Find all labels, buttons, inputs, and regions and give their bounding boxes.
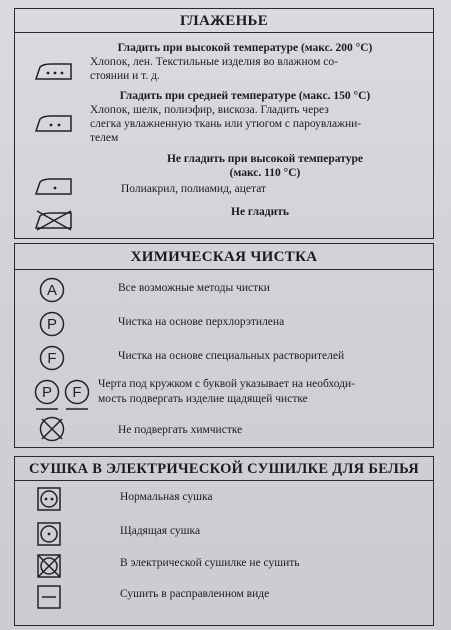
- ironing-high-line-1: Хлопок, лен. Текстильные изделия во влажном со-: [90, 56, 338, 68]
- ironing-low-heading-2: (макс. 110 °С): [229, 167, 301, 179]
- dry-cleaning-gentle-line-1: Черта под кружком с буквой указывает на необходи-: [98, 378, 355, 390]
- ironing-medium-line-3: телем: [90, 132, 119, 144]
- ironing-medium-line-1: Хлопок, шелк, полиэфир, вискоза. Гладить через: [90, 104, 329, 116]
- ironing-low-heading-1: Не гладить при высокой температуре: [166, 153, 364, 165]
- dry-cleaning-section: [14, 243, 434, 448]
- iron-two-dots-icon: [33, 112, 73, 134]
- dry-cleaning-none-text: Не подвергать химчистке: [118, 424, 243, 436]
- ironing-high-line-2: стоянии и т. д.: [90, 70, 160, 82]
- tumble-normal-text: Нормальная сушка: [120, 491, 213, 503]
- dryer-one-dot-icon: [37, 522, 61, 546]
- dry-cleaning-title: ХИМИЧЕСКАЯ ЧИСТКА: [15, 244, 433, 270]
- circle-f-icon: [39, 345, 65, 371]
- circle-p-f-underlined-icon: [34, 379, 92, 413]
- dry-cleaning-perchlor-text: Чистка на основе перхлорэтилена: [118, 316, 285, 328]
- line-dry-icon: [37, 585, 61, 609]
- circle-p-icon: [39, 311, 65, 337]
- ironing-medium-line-2: слегка увлажненную ткань или утюгом с пароувлажни-: [90, 118, 362, 130]
- iron-one-dot-icon: [33, 175, 73, 197]
- tumble-drying-section: [14, 456, 434, 626]
- tumble-gentle-text: Щадящая сушка: [120, 525, 201, 537]
- iron-three-dots-icon: [33, 60, 73, 82]
- tumble-drying-title: СУШКА В ЭЛЕКТРИЧЕСКОЙ СУШИЛКЕ ДЛЯ БЕЛЬЯ: [15, 457, 433, 481]
- circle-crossed-icon: [39, 416, 65, 442]
- tumble-flat-text: Сушить в расправленном виде: [120, 588, 270, 600]
- ironing-section: [14, 8, 434, 239]
- ironing-low-line-1: Полиакрил, полиамид, ацетат: [121, 183, 267, 195]
- svg-text:P: P: [46, 316, 58, 333]
- ironing-title: ГЛАЖЕНЬЕ: [15, 9, 433, 33]
- svg-text:P: P: [41, 384, 53, 401]
- ironing-high-heading: Гладить при высокой температуре (макс. 200 °С): [117, 42, 373, 54]
- dry-cleaning-gentle-line-2: мость подвергать изделие щадящей чистке: [98, 393, 308, 405]
- svg-text:F: F: [47, 350, 57, 367]
- ironing-medium-heading: Гладить при средней температуре (макс. 150 °С): [119, 90, 371, 102]
- iron-crossed-icon: [33, 209, 73, 231]
- svg-text:F: F: [72, 384, 82, 401]
- svg-text:A: A: [46, 282, 58, 299]
- dryer-crossed-icon: [37, 554, 61, 578]
- ironing-none-heading: Не гладить: [231, 206, 289, 218]
- circle-a-icon: [39, 277, 65, 303]
- tumble-none-text: В электрической сушилке не сушить: [120, 557, 300, 569]
- dry-cleaning-special-text: Чистка на основе специальных растворителей: [118, 350, 345, 362]
- dry-cleaning-all-text: Все возможные методы чистки: [118, 282, 270, 294]
- dryer-two-dots-icon: [37, 487, 61, 511]
